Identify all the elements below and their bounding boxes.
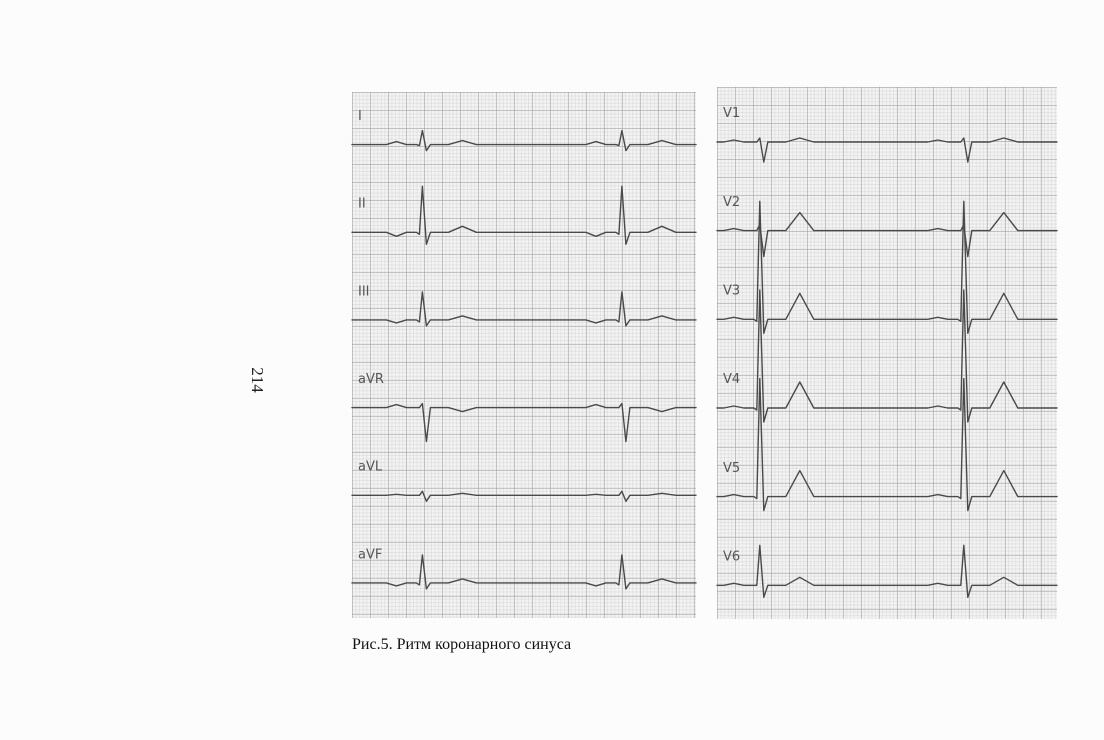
ecg-trace-v4 — [717, 290, 1057, 422]
lead-label-v3: V3 — [723, 283, 741, 299]
lead-label-v4: V4 — [723, 372, 741, 388]
page-number: 214 — [248, 367, 267, 393]
lead-label-v2: V2 — [723, 194, 741, 210]
ecg-trace-i — [352, 131, 696, 151]
ecg-limb-leads-panel — [352, 92, 696, 618]
ecg-trace-avf — [352, 555, 696, 589]
ecg-precordial-leads-panel — [717, 87, 1057, 619]
lead-label-avr: aVR — [358, 372, 384, 388]
ecg-precordial-leads-svg — [717, 87, 1057, 619]
ecg-trace-v3 — [717, 201, 1057, 333]
ecg-trace-v5 — [717, 379, 1057, 511]
lead-label-avl: aVL — [358, 459, 383, 475]
ecg-trace-iii — [352, 292, 696, 326]
lead-label-ii: II — [358, 196, 366, 212]
ecg-trace-avl — [352, 491, 696, 501]
ecg-trace-ii — [352, 186, 696, 244]
ecg-trace-v6 — [717, 545, 1057, 597]
ecg-trace-avr — [352, 404, 696, 442]
lead-label-v5: V5 — [723, 460, 741, 476]
lead-label-v6: V6 — [723, 549, 741, 565]
lead-label-avf: aVF — [358, 547, 383, 563]
lead-label-v1: V1 — [723, 106, 741, 122]
lead-label-i: I — [358, 109, 362, 125]
ecg-limb-leads-svg — [352, 92, 696, 618]
ecg-trace-v1 — [717, 138, 1057, 162]
lead-label-iii: III — [358, 284, 370, 300]
ecg-trace-v2 — [717, 213, 1057, 257]
figure-caption: Рис.5. Ритм коронарного синуса — [352, 636, 572, 653]
